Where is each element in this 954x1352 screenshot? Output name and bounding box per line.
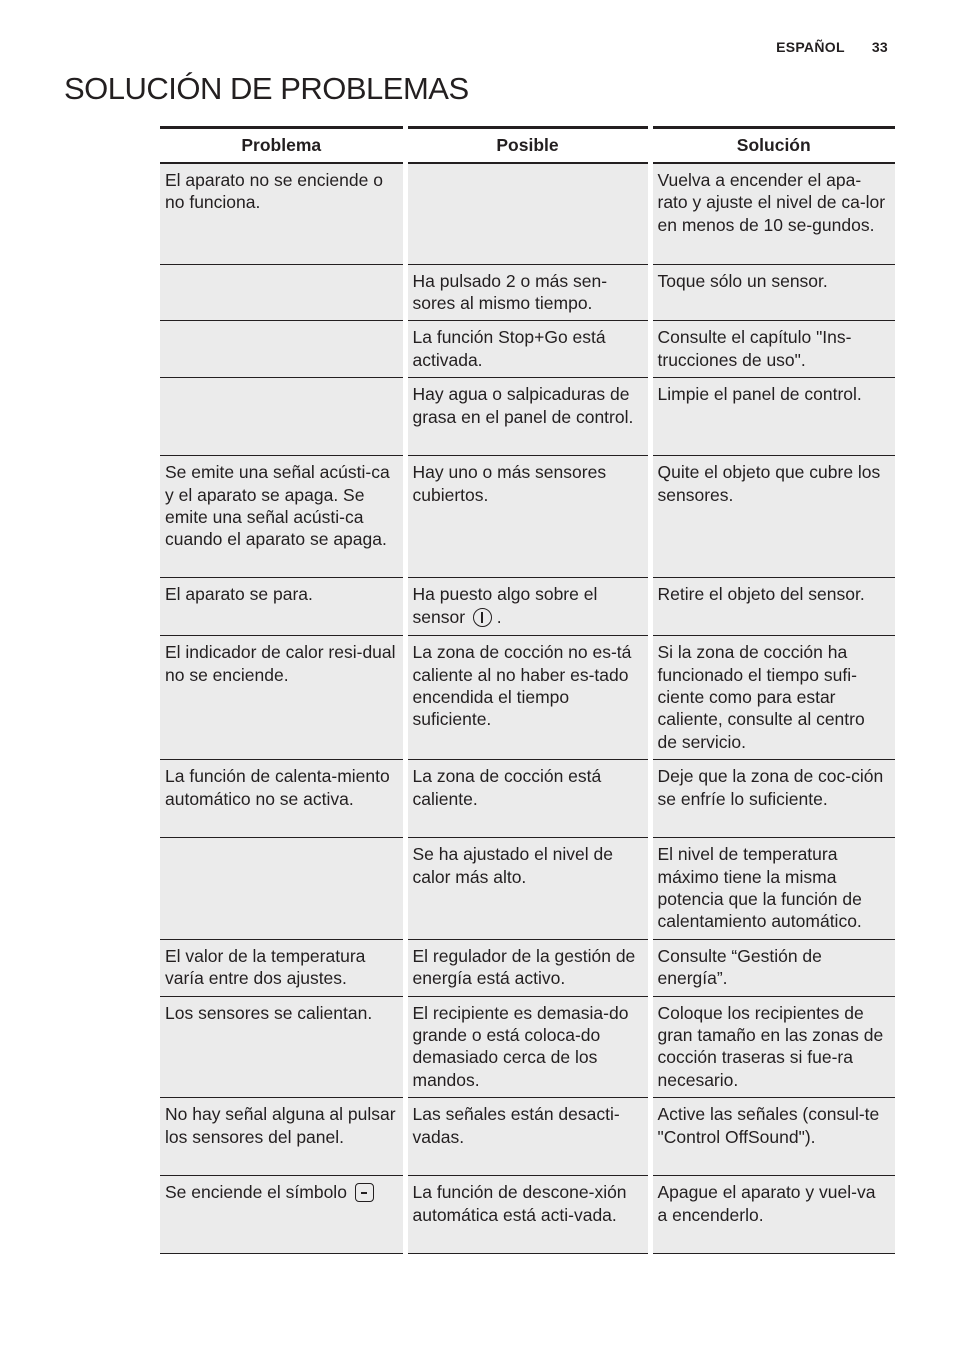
table-row: [160, 996, 895, 1098]
cell-cause-text: Ha puesto algo sobre el sensor: [412, 584, 598, 627]
cell-cause: Hay uno o más sensores cubiertos.: [405, 456, 650, 578]
power-sensor-icon: [473, 608, 492, 627]
cell-problem: [160, 378, 405, 456]
column-header-posible: Posible: [405, 128, 650, 164]
cell-cause: El regulador de la gestión de energía está activo.: [405, 939, 650, 996]
table-row: [160, 939, 895, 996]
cell-solution: Si la zona de cocción ha funcionado el tiempo sufi-ciente como para estar caliente, consulte al centro de servicio.: [650, 636, 895, 760]
column-header-problema: Problema: [160, 128, 405, 164]
cell-problem: [160, 264, 405, 321]
language-label: ESPAÑOL: [776, 39, 845, 55]
cell-cause: La función Stop+Go está activada.: [405, 321, 650, 378]
cell-cause: Las señales están desacti-vadas.: [405, 1098, 650, 1176]
cell-cause: Hay agua o salpicaduras de grasa en el panel de control.: [405, 378, 650, 456]
cell-problem: [160, 838, 405, 940]
cell-solution: Consulte “Gestión de energía”.: [650, 939, 895, 996]
page-number: 33: [871, 39, 888, 55]
table-row: [160, 636, 895, 760]
table-row: [160, 578, 895, 636]
cell-solution: Retire el objeto del sensor.: [650, 578, 895, 636]
cell-problem: Se emite una señal acústi-ca y el aparato se apaga. Se emite una señal acústi-ca cuando el aparato se apaga.: [160, 456, 405, 578]
table-row: [160, 321, 895, 378]
cell-problem: No hay señal alguna al pulsar los sensores del panel.: [160, 1098, 405, 1176]
cell-problem: El valor de la temperatura varía entre dos ajustes.: [160, 939, 405, 996]
cell-solution: Limpie el panel de control.: [650, 378, 895, 456]
cell-problem: El aparato se para.: [160, 578, 405, 636]
cell-problem: La función de calenta-miento automático no se activa.: [160, 760, 405, 838]
cell-cause-period: .: [496, 606, 502, 627]
table-row: [160, 760, 895, 838]
cell-cause: La zona de cocción no es-tá caliente al no haber es-tado encendida el tiempo suficiente.: [405, 636, 650, 760]
cell-problem: El indicador de calor resi-dual no se enciende.: [160, 636, 405, 760]
minus-symbol-icon: [355, 1183, 374, 1202]
cell-cause: La función de descone-xión automática está acti-vada.: [405, 1176, 650, 1254]
cell-problem-text: Se enciende el símbolo: [165, 1182, 347, 1203]
table-row: [160, 838, 895, 940]
cell-solution: Quite el objeto que cubre los sensores.: [650, 456, 895, 578]
table-row: [160, 163, 895, 264]
cell-cause: El recipiente es demasia-do grande o está coloca-do demasiado cerca de los mandos.: [405, 996, 650, 1098]
cell-solution: Deje que la zona de coc-ción se enfríe lo suficiente.: [650, 760, 895, 838]
column-header-solucion: Solución: [650, 128, 895, 164]
page-title: SOLUCIÓN DE PROBLEMAS: [64, 71, 469, 106]
cell-solution: Toque sólo un sensor.: [650, 264, 895, 321]
cell-cause: [405, 578, 650, 636]
table-row: [160, 378, 895, 456]
table-row: [160, 1098, 895, 1176]
cell-solution: Active las señales (consul-te "Control OffSound").: [650, 1098, 895, 1176]
cell-cause: La zona de cocción está caliente.: [405, 760, 650, 838]
cell-cause: [405, 163, 650, 264]
cell-solution: El nivel de temperatura máximo tiene la misma potencia que la función de calentamiento automático.: [650, 838, 895, 940]
cell-cause: Se ha ajustado el nivel de calor más alto.: [405, 838, 650, 940]
cell-problem: [160, 1176, 405, 1254]
troubleshooting-table: [160, 126, 895, 1254]
cell-solution: Apague el aparato y vuel-va a encenderlo.: [650, 1176, 895, 1254]
table-header-row: [160, 128, 895, 164]
page-header: [776, 39, 888, 55]
table-row: [160, 264, 895, 321]
table-row: [160, 1176, 895, 1254]
cell-solution: Coloque los recipientes de gran tamaño en las zonas de cocción traseras si fue-ra necesario.: [650, 996, 895, 1098]
cell-cause: Ha pulsado 2 o más sen-sores al mismo tiempo.: [405, 264, 650, 321]
cell-solution: Vuelva a encender el apa-rato y ajuste el nivel de ca-lor en menos de 10 se-gundos.: [650, 163, 895, 264]
cell-solution: Consulte el capítulo "Ins-trucciones de uso".: [650, 321, 895, 378]
cell-problem: El aparato no se enciende o no funciona.: [160, 163, 405, 264]
cell-problem: Los sensores se calientan.: [160, 996, 405, 1098]
cell-problem: [160, 321, 405, 378]
table-row: [160, 456, 895, 578]
